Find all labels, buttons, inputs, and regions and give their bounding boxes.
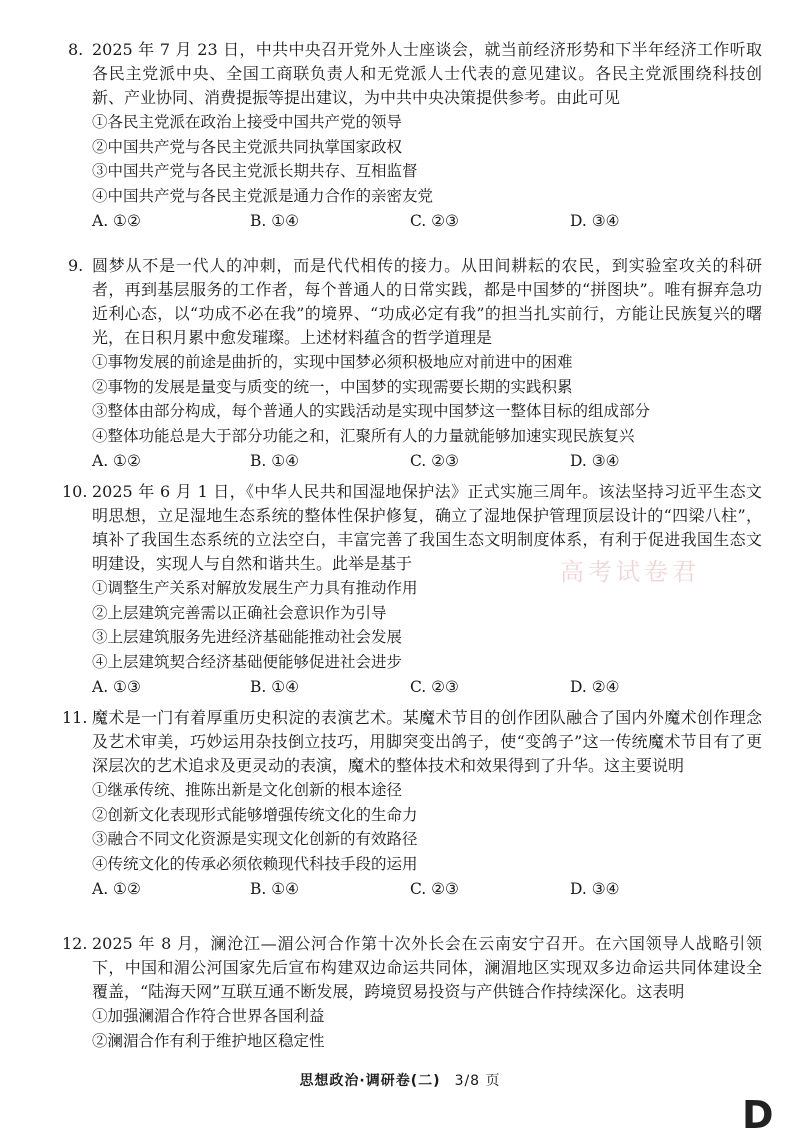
choice-d: D. ②④ (570, 678, 620, 696)
statement-list (92, 576, 762, 674)
choice-b: B. ①④ (250, 452, 300, 470)
statement: ②上层建筑完善需以正确社会意识作为引导 (92, 603, 387, 622)
statement-list (92, 1004, 762, 1053)
choice-c: C. ②③ (410, 880, 459, 898)
answer-choices (92, 209, 762, 233)
statement: ②中国共产党与各民主党派共同执掌国家政权 (92, 137, 403, 156)
watermark: 高考试卷君 (560, 558, 700, 586)
statement: ③中国共产党与各民主党派长期共存、互相监督 (92, 162, 418, 180)
statement: ③整体由部分构成，每个普通人的实践活动是实现中国梦这一整体目标的组成部分 (92, 402, 651, 420)
choice-c: C. ②③ (410, 212, 459, 230)
question-stem: 魔术是一门有着厚重历史积淀的表演艺术。某魔术节目的创作团队融合了国内外魔术创作理念及艺术审美，巧妙运用杂技倒立技巧，用脚突变出鸽子，使“变鸽子”这一传统魔术节目有了更深层次的艺术追求及更灵动的表演，魔术的整体技术和效果得到了升华。这主要说明 (92, 708, 762, 775)
statement-list (92, 350, 762, 448)
choice-a: A. ①② (92, 880, 141, 898)
footer-subject: 思想政治·调研卷(二) (299, 1073, 441, 1089)
question-9 (68, 254, 762, 473)
question-stem: 2025 年 8 月，澜沧江—湄公河合作第十次外长会在云南安宁召开。在六国领导人战略引领下，中国和湄公河国家先后宣布构建双边命运共同体，澜湄地区实现双多边命运共同体建设全覆盖，“陆海天网”互联互通不断发展，跨境贸易投资与产供链合作持续深化。这表明 (92, 934, 762, 1001)
footer-page-number: 3/8 页 (454, 1073, 501, 1089)
corner-mark: D (742, 1093, 774, 1137)
question-number: 10. (62, 482, 88, 501)
choice-c: C. ②③ (410, 452, 459, 470)
statement-list (92, 778, 762, 876)
statement: ②创新文化表现形式能够增强传统文化的生命力 (92, 805, 418, 824)
statement: ②澜湄合作有利于维护地区稳定性 (92, 1031, 325, 1050)
choice-a: A. ①② (92, 212, 141, 230)
question-stem: 2025 年 6 月 1 日，《中华人民共和国湿地保护法》正式实施三周年。该法坚持习近平生态文明思想，立足湿地生态系统的整体性保护修复，确立了湿地保护管理顶层设计的“四梁八柱”，填补了我国生态系统的立法空白，丰富完善了我国生态文明制度体系，有利于促进我国生态文明建设，实现人与自然和谐共生。此举是基于 (92, 482, 762, 573)
choice-a: A. ①② (92, 452, 141, 470)
answer-choices (92, 877, 762, 901)
statement: ②事物的发展是量变与质变的统一，中国梦的实现需要长期的实践积累 (92, 377, 573, 396)
choice-b: B. ①④ (250, 880, 300, 898)
choice-b: B. ①④ (250, 212, 300, 230)
page-footer (0, 1070, 800, 1090)
question-12 (62, 932, 762, 1053)
choice-a: A. ①③ (92, 678, 141, 696)
question-number: 8. (68, 40, 84, 59)
choice-d: D. ③④ (570, 212, 620, 230)
question-8 (68, 38, 762, 233)
statement-list (92, 110, 762, 208)
question-10 (62, 480, 762, 699)
question-stem: 圆梦从不是一代人的冲刺，而是代代相传的接力。从田间耕耘的农民，到实验室攻关的科研者，再到基层服务的工作者，每个普通人的日常实践，都是中国梦的“拼图块”。唯有摒弃急功近利心态，以“功成不必在我”的境界、“功成必定有我”的担当扎实前行，方能让民族复兴的曙光，在日积月累中愈发璀璨。上述材料蕴含的哲学道理是 (92, 256, 762, 347)
choice-b: B. ①④ (250, 678, 300, 696)
question-number: 11. (62, 708, 88, 727)
statement: ④传统文化的传承必须依赖现代科技手段的运用 (92, 854, 418, 873)
statement: ③上层建筑服务先进经济基础能推动社会发展 (92, 628, 403, 646)
choice-c: C. ②③ (410, 678, 459, 696)
question-stem: 2025 年 7 月 23 日，中共中央召开党外人士座谈会，就当前经济形势和下半年经济工作听取各民主党派中央、全国工商联负责人和无党派人士代表的意见建议。各民主党派围绕科技创新、产业协同、消费提振等提出建议，为中共中央决策提供参考。由此可见 (92, 40, 762, 107)
statement: ①加强澜湄合作符合世界各国利益 (92, 1007, 325, 1025)
statement: ①调整生产关系对解放发展生产力具有推动作用 (92, 579, 418, 597)
answer-choices (92, 449, 762, 473)
statement: ①事物发展的前途是曲折的，实现中国梦必须积极地应对前进中的困难 (92, 353, 573, 371)
choice-d: D. ③④ (570, 452, 620, 470)
question-number: 9. (68, 256, 84, 275)
statement: ①继承传统、推陈出新是文化创新的根本途径 (92, 781, 403, 799)
statement: ①各民主党派在政治上接受中国共产党的领导 (92, 113, 403, 131)
statement: ③融合不同文化资源是实现文化创新的有效路径 (92, 830, 418, 848)
answer-choices (92, 675, 762, 699)
question-11 (62, 706, 762, 901)
statement: ④上层建筑契合经济基础便能够促进社会进步 (92, 652, 403, 671)
statement: ④整体功能总是大于部分功能之和，汇聚所有人的力量就能够加速实现民族复兴 (92, 426, 635, 445)
choice-d: D. ③④ (570, 880, 620, 898)
statement: ④中国共产党与各民主党派是通力合作的亲密友党 (92, 186, 434, 205)
question-number: 12. (62, 934, 88, 953)
